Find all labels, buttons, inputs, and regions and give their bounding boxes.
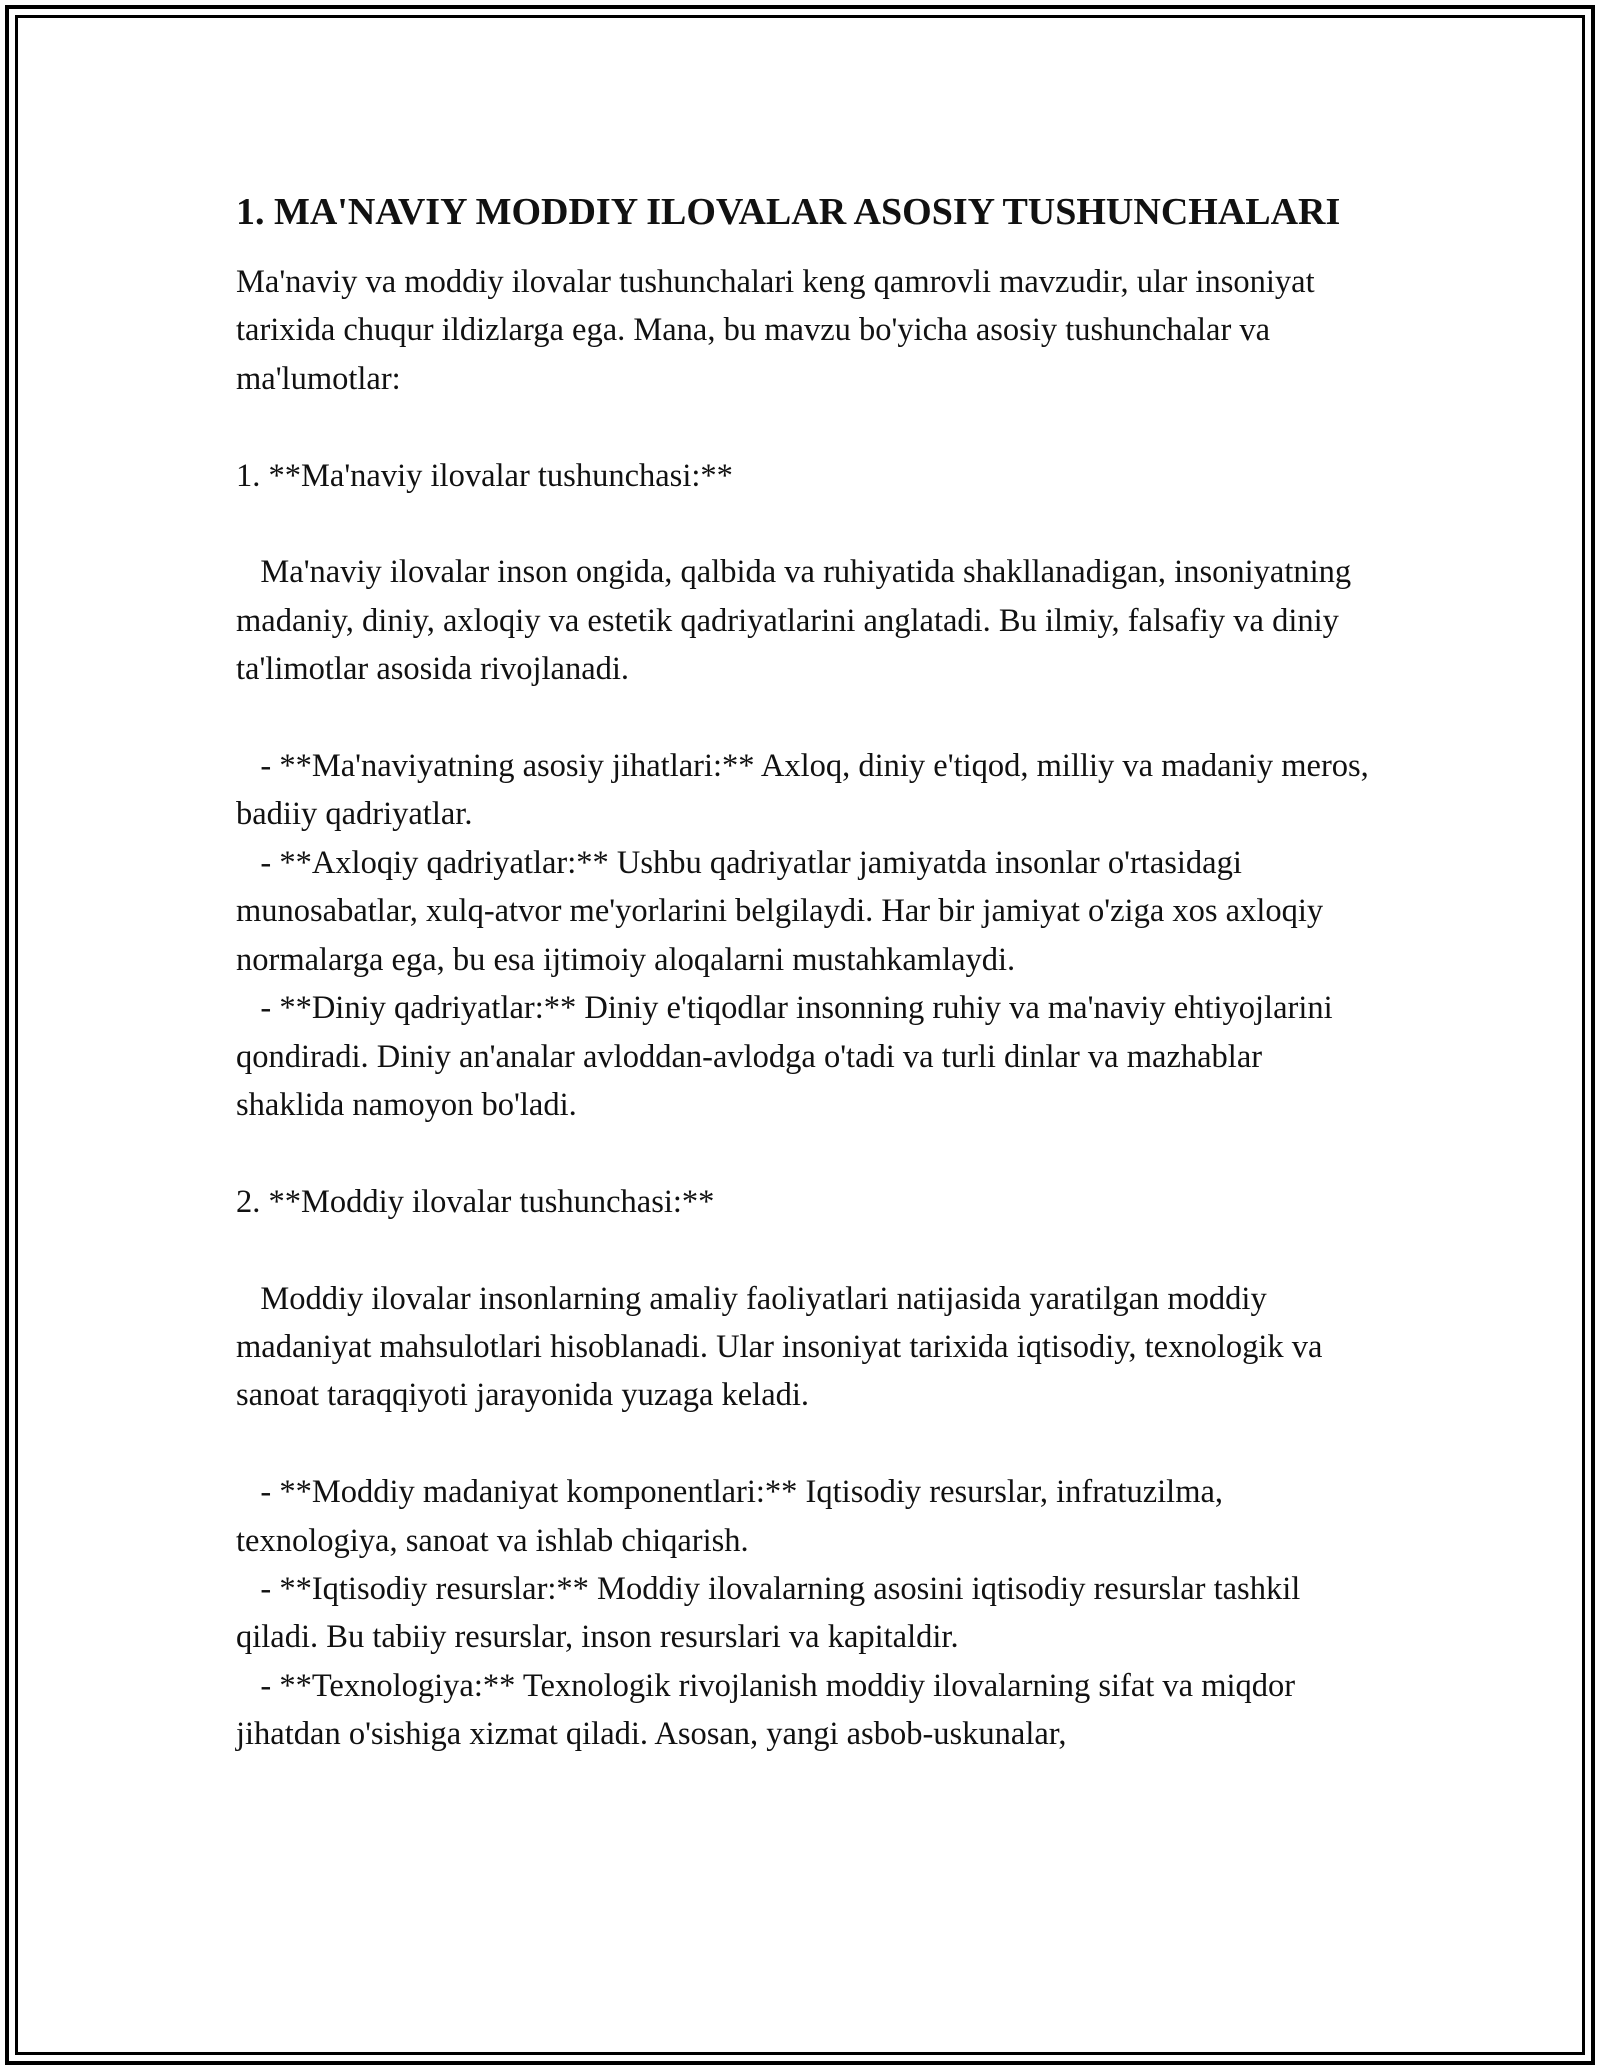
- section-heading: 1. MA'NAVIY MODDIY ILOVALAR ASOSIY TUSHUNCHALARI: [236, 191, 1341, 233]
- body-text: Ma'naviy va moddiy ilovalar tushunchalari keng qamrovli mavzudir, ular insoniyat tarixida chuqur ildizlarga ega. Mana, bu mavzu bo'yicha asosiy tushunchalar va ma'lumotlar: 1. **Ma'naviy ilovalar tushunchasi:** Ma'naviy ilovalar inson ongida, qalbida va ruhiyatida shakllanadigan, insoniyatning madaniy, diniy, axloqiy va estetik qadriyatlarini anglatadi. Bu ilmiy, falsafiy va diniy ta'limotlar asosida rivojlanadi. - **Ma'naviyatning asosiy jihatlari:** Axloq, diniy e'tiqod, milliy va madaniy meros, badiiy qadriyatlar. - **Axloqiy qadriyatlar:** Ushbu qadriyatlar jamiyatda insonlar o'rtasidagi munosabatlar, xulq-atvor me'yorlarini belgilaydi. Har bir jamiyat o'ziga xos axloqiy normalarga ega, bu esa ijtimoiy aloqalarni mustahkamlaydi. - **Diniy qadriyatlar:** Diniy e'tiqodlar insonning ruhiy va ma'naviy ehtiyojlarini qondiradi. Diniy an'analar avloddan-avlodga o'tadi va turli dinlar va mazhablar shaklida namoyon bo'ladi. 2. **Moddiy ilovalar tushunchasi:** Moddiy ilovalar insonlarning amaliy faoliyatlari natijasida yaratilgan moddiy madaniyat mahsulotlari hisoblanadi. Ular insoniyat tarixida iqtisodiy, texnologik va sanoat taraqqiyoti jarayonida yuzaga keladi. - **Moddiy madaniyat komponentlari:** Iqtisodiy resurslar, infratuzilma, texnologiya, sanoat va ishlab chiqarish. - **Iqtisodiy resurslar:** Moddiy ilovalarning asosini iqtisodiy resurslar tashkil qiladi. Bu tabiiy resurslar, inson resurslari va kapitaldir. - **Texnologiya:** Texnologik rivojlanish moddiy ilovalarning sifat va miqdor jihatdan o'sishiga xizmat qiladi. Asosan, yangi asbob-uskunalar,: [236, 264, 1369, 1753]
- document-content: [236, 188, 1376, 1759]
